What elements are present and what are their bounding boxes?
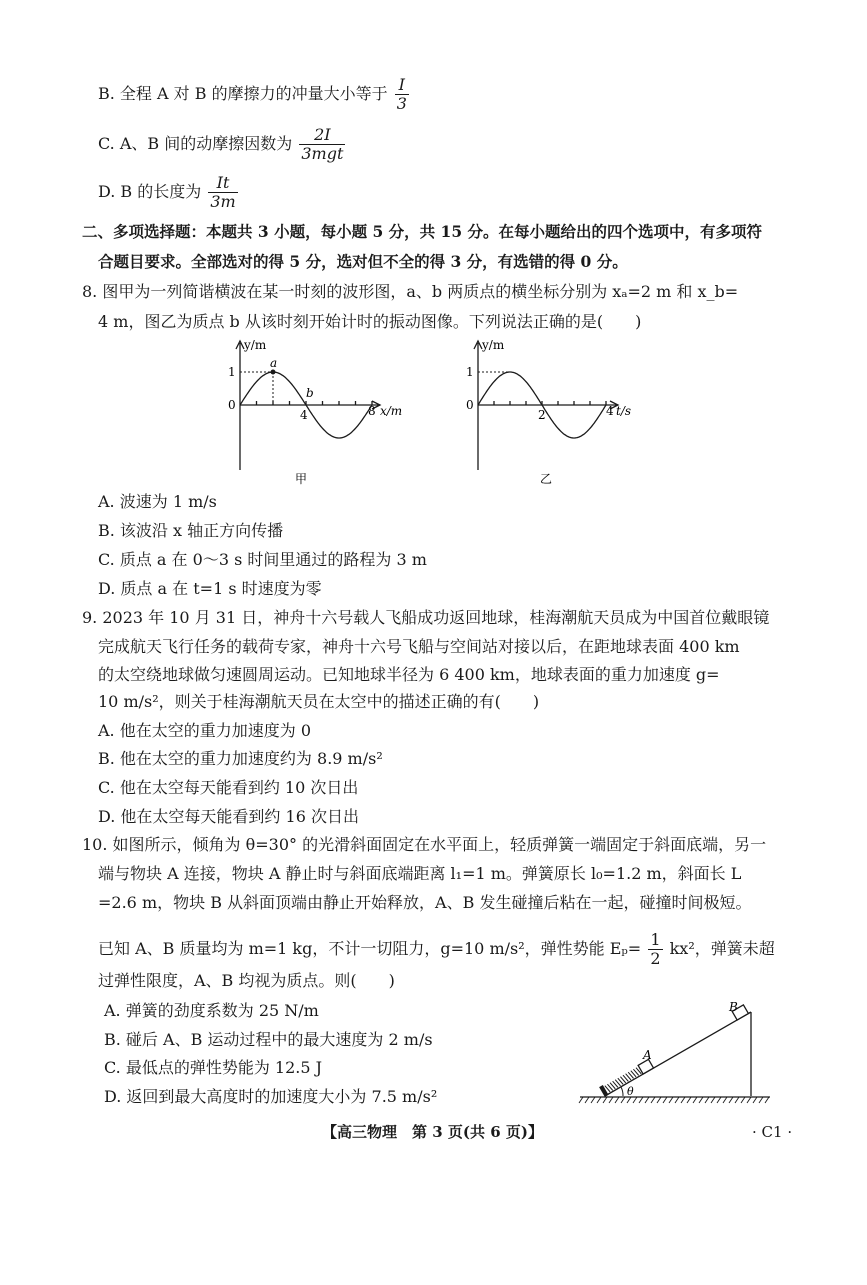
hatch-mark xyxy=(705,1097,709,1103)
numerator: It xyxy=(208,174,237,193)
fraction xyxy=(299,126,345,163)
q9-stem-line2: 完成航天飞行任务的载荷专家，神舟十六号飞船与空间站对接以后，在距地球表面 400 km xyxy=(98,637,740,656)
option-c-prev xyxy=(98,126,347,163)
fraction xyxy=(208,174,237,211)
fraction xyxy=(648,931,662,968)
origin-label: 0 xyxy=(228,398,236,412)
graph-caption: 甲 xyxy=(295,472,308,486)
wave-graph xyxy=(220,335,420,490)
hatch-mark xyxy=(741,1097,745,1103)
q10-option-c: C. 最低点的弹性势能为 12.5 J xyxy=(104,1058,323,1077)
hatch-mark xyxy=(585,1097,589,1103)
numerator: 2I xyxy=(299,126,345,145)
hatch-mark xyxy=(753,1097,757,1103)
q8-stem-line2: 4 m，图乙为质点 b 从该时刻开始计时的振动图像。下列说法正确的是( ) xyxy=(98,312,642,331)
x-tick-4: 4 xyxy=(300,408,308,422)
option-text: C. A、B 间的动摩擦因数为 xyxy=(98,134,293,153)
stem-text: kx²，弹簧未超 xyxy=(669,939,775,958)
hatch-mark xyxy=(765,1097,769,1103)
q10-stem-line2: 端与物块 A 连接，物块 A 静止时与斜面底端距离 l₁=1 m。弹簧原长 l₀=1.2 m，斜面长 L xyxy=(98,864,742,883)
incline-figure xyxy=(575,995,775,1110)
hatch-mark xyxy=(663,1097,667,1103)
paper-code: · C1 · xyxy=(752,1123,793,1141)
hatch-mark xyxy=(723,1097,727,1103)
theta-label: θ xyxy=(627,1085,634,1098)
q8-stem-line1: 8. 图甲为一列简谐横波在某一时刻的波形图，a、b 两质点的横坐标分别为 xₐ=2 m 和 x_b= xyxy=(82,282,739,301)
y-tick-1: 1 xyxy=(466,365,474,379)
section-heading-line2: 合题目要求。全部选对的得 5 分，选对但不全的得 3 分，有选错的得 0 分。 xyxy=(98,252,628,271)
q10-stem-line3: =2.6 m，物块 B 从斜面顶端由静止开始释放，A、B 发生碰撞后粘在一起，碰撞时间极短。 xyxy=(98,893,752,912)
page-footer: 【高三物理 第 3 页(共 6 页)】 xyxy=(322,1123,543,1141)
vibration-graph xyxy=(460,335,650,490)
x-tick-8: 8 xyxy=(368,404,376,418)
block-a-label: A xyxy=(643,1048,652,1062)
hatch-mark xyxy=(717,1097,721,1103)
graph-caption: 乙 xyxy=(540,472,553,486)
point-a-label: a xyxy=(270,356,278,370)
q9-stem-line1: 9. 2023 年 10 月 31 日，神舟十六号载人飞船成功返回地球，桂海潮航天员成为中国首位戴眼镜 xyxy=(82,608,770,627)
hatch-mark xyxy=(729,1097,733,1103)
q10-stem-line1: 10. 如图所示，倾角为 θ=30° 的光滑斜面固定在水平面上，轻质弹簧一端固定于斜面底端，另一 xyxy=(82,835,767,854)
denominator: 3m xyxy=(210,192,236,211)
t-tick-2: 2 xyxy=(538,408,546,422)
q10-option-a: A. 弹簧的劲度系数为 25 N/m xyxy=(104,1001,319,1020)
hatch-mark xyxy=(759,1097,763,1103)
hatch-mark xyxy=(735,1097,739,1103)
denominator: 2 xyxy=(650,949,661,968)
hatch-mark xyxy=(639,1097,643,1103)
y-axis-label: y/m xyxy=(482,338,505,352)
q9-option-d: D. 他在太空每天能看到约 16 次日出 xyxy=(98,807,359,826)
denominator: 3 xyxy=(396,94,407,113)
incline-surface xyxy=(605,1012,751,1096)
denominator: 3mgt xyxy=(301,144,344,163)
q9-stem-line4: 10 m/s²，则关于桂海潮航天员在太空中的描述正确的有( ) xyxy=(98,692,540,711)
hatch-mark xyxy=(597,1097,601,1103)
q9-option-b: B. 他在太空的重力加速度约为 8.9 m/s² xyxy=(98,749,383,768)
section-heading: 二、多项选择题：本题共 3 小题，每小题 5 分，共 15 分。在每小题给出的四个选项中，有多项符 xyxy=(82,222,763,241)
spring xyxy=(605,1067,641,1093)
q10-stem-line5: 过弹性限度，A、B 均视为质点。则( ) xyxy=(98,971,395,990)
q8-option-a: A. 波速为 1 m/s xyxy=(98,492,217,511)
option-text: D. B 的长度为 xyxy=(98,182,202,201)
hatch-mark xyxy=(579,1097,583,1103)
numerator: 1 xyxy=(650,930,661,949)
hatch-mark xyxy=(687,1097,691,1103)
hatch-mark xyxy=(591,1097,595,1103)
q9-option-a: A. 他在太空的重力加速度为 0 xyxy=(98,721,311,740)
option-text: B. 全程 A 对 B 的摩擦力的冲量大小等于 xyxy=(98,84,388,103)
hatch-mark xyxy=(621,1097,625,1103)
hatch-mark xyxy=(675,1097,679,1103)
hatch-mark xyxy=(609,1097,613,1103)
hatch-mark xyxy=(711,1097,715,1103)
q10-stem-line4 xyxy=(98,931,775,968)
point-b-label: b xyxy=(306,386,314,400)
block-b-label: B xyxy=(729,1000,738,1014)
y-axis-label: y/m xyxy=(244,338,267,352)
q8-option-d: D. 质点 a 在 t=1 s 时速度为零 xyxy=(98,579,322,598)
q8-option-b: B. 该波沿 x 轴正方向传播 xyxy=(98,521,284,540)
point-a-marker xyxy=(271,370,276,375)
hatch-mark xyxy=(651,1097,655,1103)
q9-option-c: C. 他在太空每天能看到约 10 次日出 xyxy=(98,778,359,797)
origin-label: 0 xyxy=(466,398,474,412)
t-axis-label: t/s xyxy=(616,404,632,418)
q8-option-c: C. 质点 a 在 0～3 s 时间里通过的路程为 3 m xyxy=(98,550,427,569)
hatch-mark xyxy=(615,1097,619,1103)
hatch-mark xyxy=(693,1097,697,1103)
q9-stem-line3: 的太空绕地球做匀速圆周运动。已知地球半径为 6 400 km，地球表面的重力加速度 g= xyxy=(98,665,720,684)
angle-arc xyxy=(621,1087,623,1096)
x-axis-label: x/m xyxy=(380,404,403,418)
hatch-mark xyxy=(699,1097,703,1103)
option-d-prev xyxy=(98,174,240,211)
y-tick-1: 1 xyxy=(228,365,236,379)
fraction xyxy=(395,76,409,113)
t-tick-4: 4 xyxy=(606,404,614,418)
q10-option-b: B. 碰后 A、B 运动过程中的最大速度为 2 m/s xyxy=(104,1030,433,1049)
hatch-mark xyxy=(645,1097,649,1103)
stem-text: 已知 A、B 质量均为 m=1 kg，不计一切阻力，g=10 m/s²，弹性势能 Eₚ= xyxy=(98,939,642,958)
ground-hatching xyxy=(579,1097,769,1103)
q10-option-d: D. 返回到最大高度时的加速度大小为 7.5 m/s² xyxy=(104,1087,438,1106)
hatch-mark xyxy=(603,1097,607,1103)
hatch-mark xyxy=(657,1097,661,1103)
numerator: I xyxy=(395,76,409,95)
hatch-mark xyxy=(681,1097,685,1103)
hatch-mark xyxy=(747,1097,751,1103)
hatch-mark xyxy=(669,1097,673,1103)
option-b-prev xyxy=(98,76,411,113)
